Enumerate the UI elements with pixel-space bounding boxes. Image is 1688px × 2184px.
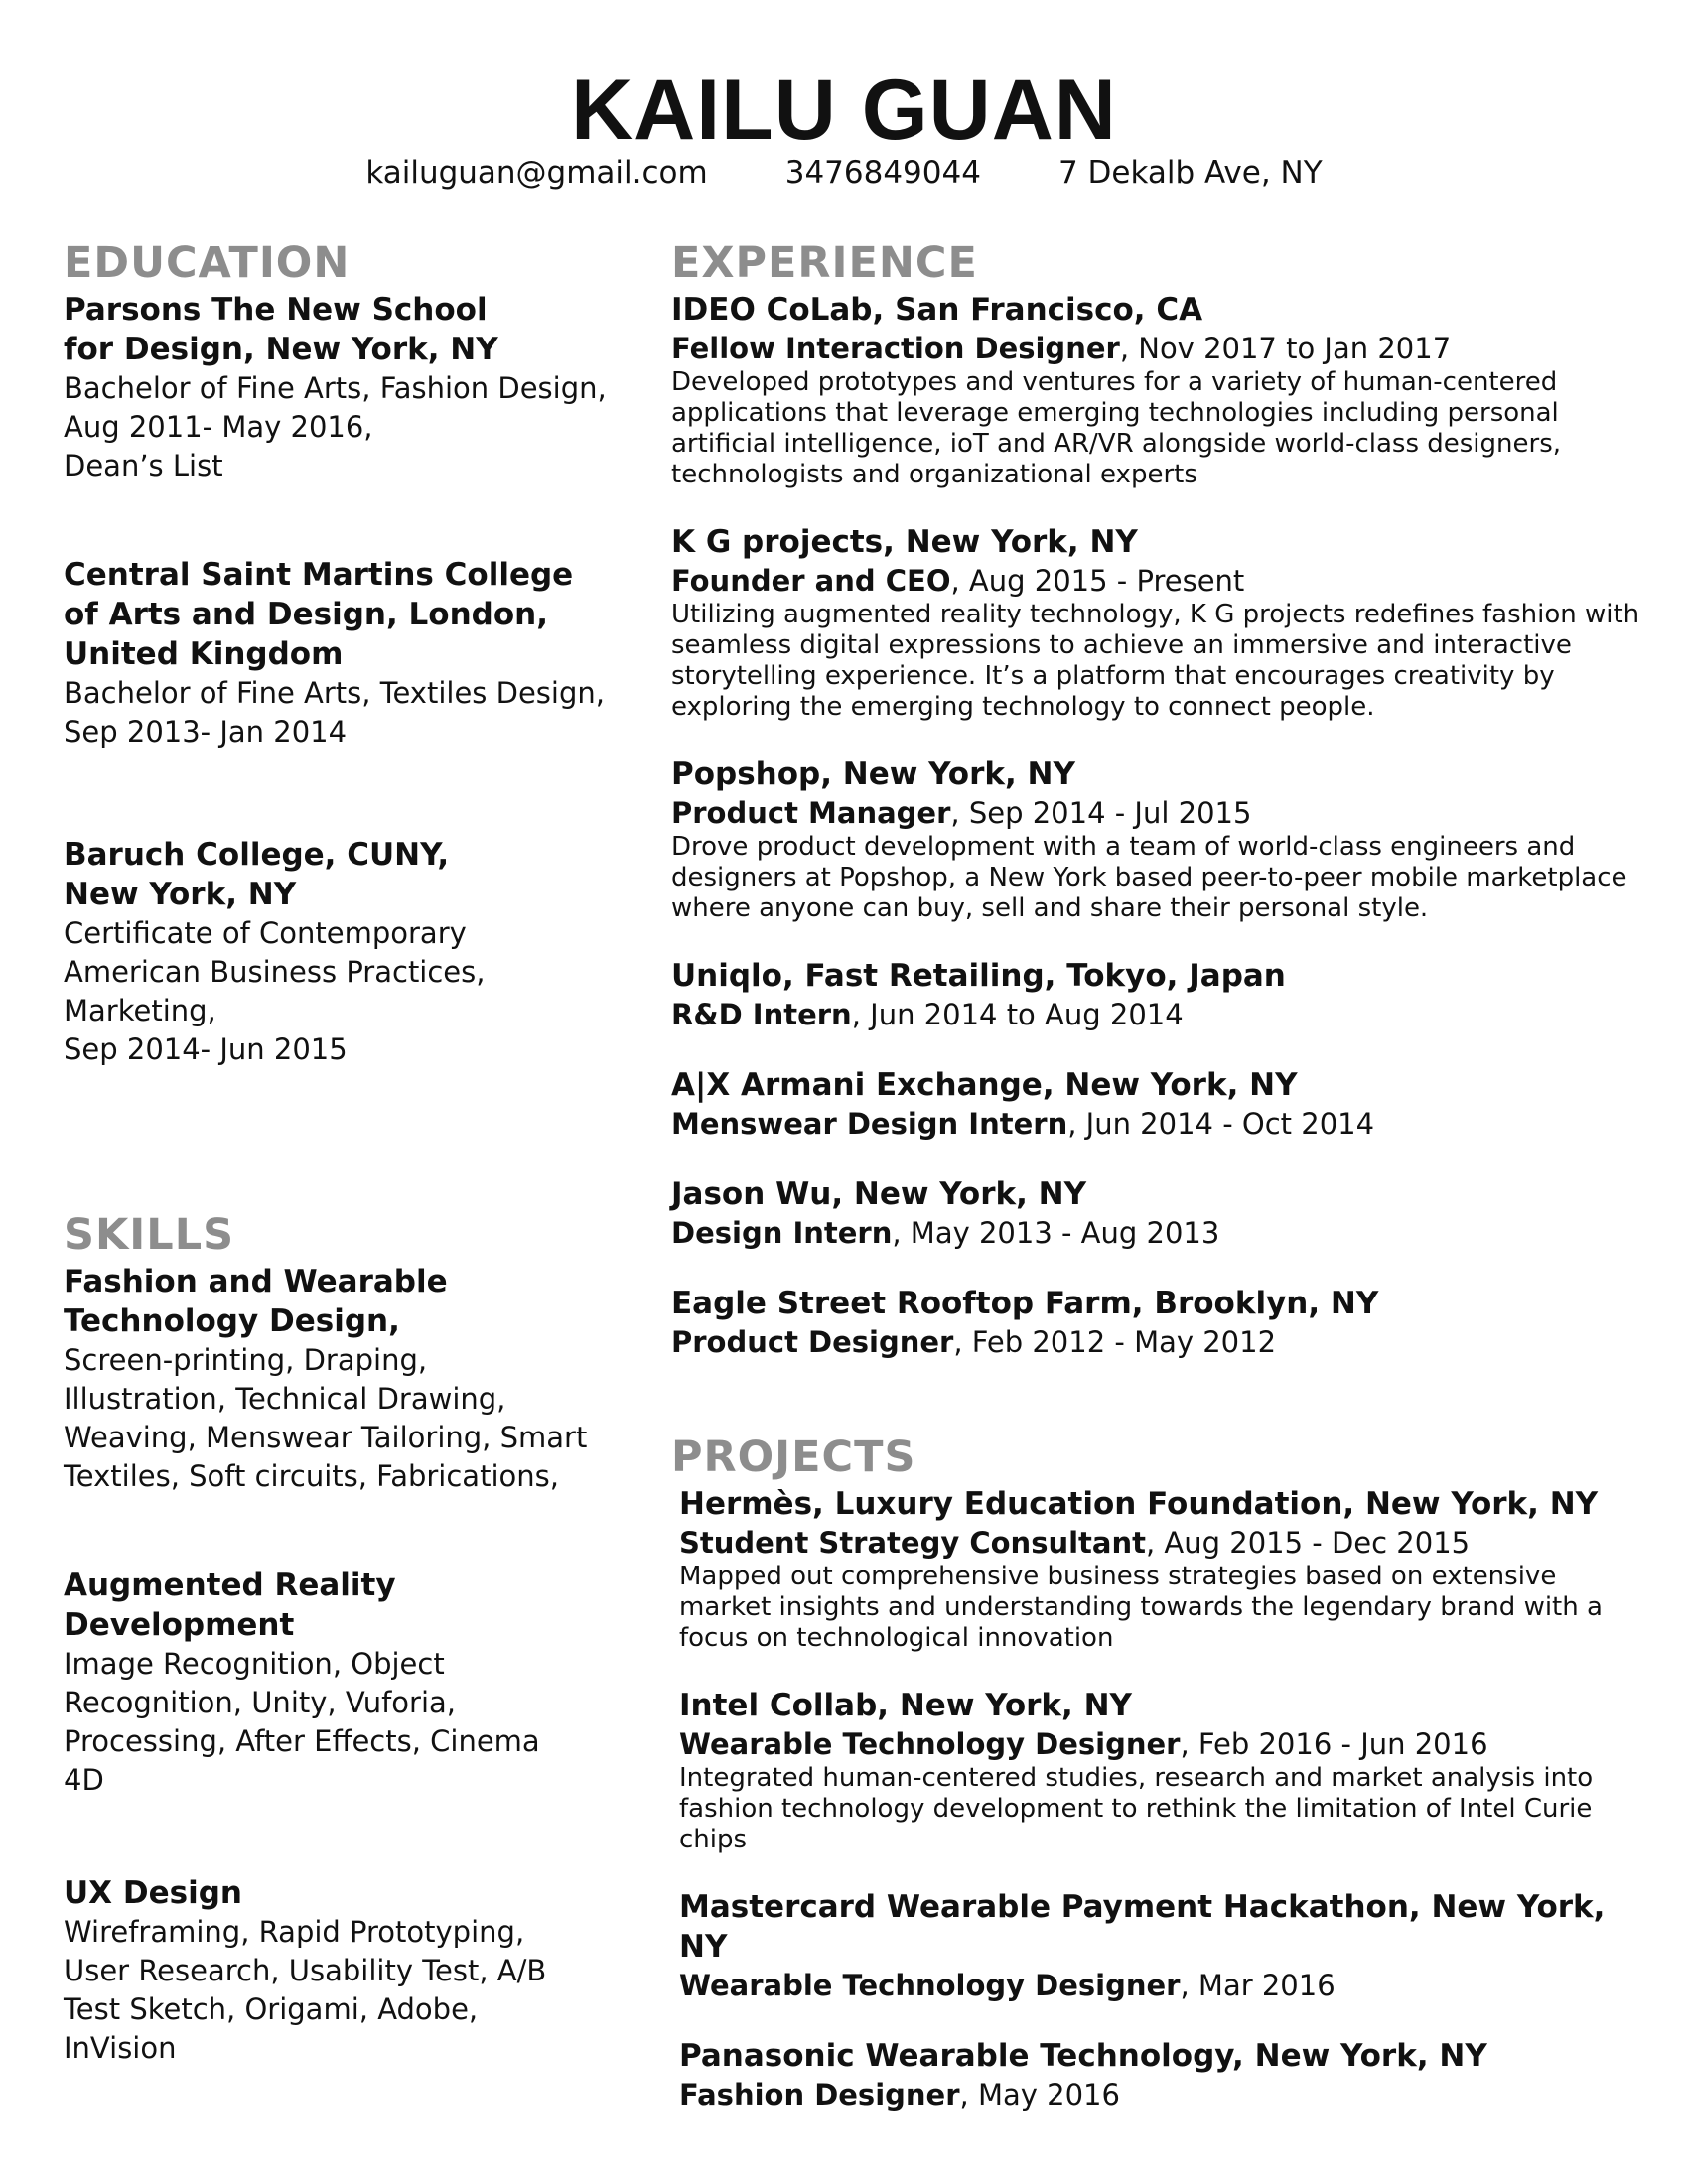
experience-role: Design Intern	[671, 1216, 893, 1250]
experience-org: Jason Wu, New York, NY	[671, 1176, 1087, 1212]
education-org: Baruch College, CUNY, New York, NY	[64, 837, 450, 912]
experience-org: Popshop, New York, NY	[671, 756, 1075, 792]
project-role: Student Strategy Consultant	[679, 1526, 1146, 1560]
left-column	[64, 238, 620, 2129]
experience-description: Drove product development with a team of world-class engineers and designers at Popshop, a New York based peer-to-peer mobile marketplace where anyone can buy, sell and share their personal style.	[671, 832, 1627, 923]
project-dates: , May 2016	[959, 2078, 1120, 2112]
experience-role-line	[671, 1323, 1644, 1361]
experience-role-line	[671, 1214, 1644, 1252]
experience-dates: , May 2013 - Aug 2013	[892, 1216, 1220, 1250]
experience-entry	[671, 1065, 1644, 1143]
skills-heading: SKILLS	[64, 1210, 235, 1260]
experience-org: IDEO CoLab, San Francisco, CA	[671, 292, 1203, 328]
experience-entry	[671, 1174, 1644, 1252]
project-entry	[679, 1484, 1644, 1654]
candidate-name: KAILU GUAN	[571, 63, 1117, 158]
experience-role: Founder and CEO	[671, 564, 951, 598]
projects-section	[671, 1433, 1644, 2114]
experience-description: Developed prototypes and ventures for a variety of human-centered applications that leverage emerging technologies including personal artificial intelligence, ioT and AR/VR alongside world-class designers, technologists and organizational experts	[671, 367, 1562, 489]
education-section	[64, 238, 620, 1069]
project-dates: , Mar 2016	[1180, 1969, 1336, 2002]
project-role: Wearable Technology Designer	[679, 1969, 1181, 2002]
experience-role: Product Manager	[671, 796, 951, 830]
education-org: Central Saint Martins College of Arts and Design, London, United Kingdom	[64, 557, 574, 672]
experience-org: Uniqlo, Fast Retailing, Tokyo, Japan	[671, 958, 1286, 994]
experience-dates: , Jun 2014 - Oct 2014	[1067, 1107, 1375, 1141]
experience-dates: , Sep 2014 - Jul 2015	[950, 796, 1252, 830]
skill-group-text: Screen-printing, Draping, Illustration, Technical Drawing, Weaving, Menswear Tailoring, Smart Textiles, Soft circuits, Fabrications,	[64, 1343, 588, 1493]
experience-entry	[671, 754, 1644, 924]
email-text: kailuguan@gmail.com	[365, 155, 708, 191]
project-dates: , Aug 2015 - Dec 2015	[1145, 1526, 1471, 1560]
experience-org: Eagle Street Rooftop Farm, Brooklyn, NY	[671, 1286, 1379, 1321]
project-description: Mapped out comprehensive business strategies based on extensive market insights and understanding towards the legendary brand with a focus on technological innovation	[679, 1562, 1603, 1653]
experience-role-line	[671, 996, 1644, 1033]
education-detail: Sep 2013- Jan 2014	[64, 715, 348, 749]
education-detail: Aug 2011- May 2016,	[64, 410, 373, 444]
skill-group-text: Image Recognition, Object Recognition, Unity, Vuforia, Processing, After Effects, Cinema 4D	[64, 1647, 540, 1797]
phone-text: 3476849044	[784, 155, 981, 191]
project-entry	[679, 1686, 1644, 1855]
skill-group-name: Fashion and Wearable Technology Design,	[64, 1264, 448, 1339]
project-org: Mastercard Wearable Payment Hackathon, New York, NY	[679, 1889, 1606, 1965]
experience-role-line	[671, 330, 1644, 367]
skill-group-name: UX Design	[64, 1875, 242, 1911]
experience-role-line	[671, 1105, 1644, 1143]
experience-org: A|X Armani Exchange, New York, NY	[671, 1067, 1298, 1103]
education-detail: Bachelor of Fine Arts, Textiles Design,	[64, 676, 605, 710]
experience-entry	[671, 1284, 1644, 1361]
experience-dates: , Jun 2014 to Aug 2014	[851, 998, 1184, 1031]
skill-group	[64, 1262, 620, 1496]
experience-role: Product Designer	[671, 1325, 954, 1359]
project-org: Intel Collab, New York, NY	[679, 1688, 1133, 1723]
education-detail: Dean’s List	[64, 449, 223, 482]
skill-group-name: Augmented Reality Development	[64, 1568, 396, 1643]
experience-dates: , Aug 2015 - Present	[950, 564, 1245, 598]
experience-role-line	[671, 794, 1644, 832]
skill-group	[64, 1873, 620, 2068]
experience-role: R&D Intern	[671, 998, 852, 1031]
experience-description: Utilizing augmented reality technology, K G projects redefines fashion with seamless digital expressions to achieve an immersive and interactive storytelling experience. It’s a platform that encourages creativity by exploring the emerging technology to connect people.	[671, 600, 1640, 722]
project-org: Hermès, Luxury Education Foundation, New York, NY	[679, 1486, 1599, 1522]
project-description: Integrated human-centered studies, research and market analysis into fashion technology development to rethink the limitation of Intel Curie chips	[679, 1763, 1594, 1854]
education-entry	[64, 835, 620, 1069]
experience-role: Menswear Design Intern	[671, 1107, 1068, 1141]
experience-role-line	[671, 562, 1644, 600]
experience-entry	[671, 290, 1644, 490]
contact-line	[0, 155, 1688, 191]
address-text: 7 Dekalb Ave, NY	[1057, 155, 1323, 191]
project-role-line	[679, 1967, 1644, 2004]
resume-header	[0, 63, 1688, 191]
education-detail: Certificate of Contemporary American Business Practices, Marketing,	[64, 916, 486, 1027]
education-detail: Bachelor of Fine Arts, Fashion Design,	[64, 371, 607, 405]
right-column	[671, 238, 1644, 2145]
experience-entry	[671, 522, 1644, 723]
education-entry	[64, 555, 620, 751]
project-role-line	[679, 2076, 1644, 2114]
project-entry	[679, 1887, 1644, 2004]
education-heading: EDUCATION	[64, 238, 351, 288]
project-role-line	[679, 1725, 1644, 1763]
skill-group	[64, 1566, 620, 1800]
project-dates: , Feb 2016 - Jun 2016	[1180, 1727, 1488, 1761]
skills-section	[64, 1210, 620, 2068]
project-entry	[679, 2036, 1644, 2114]
experience-heading: EXPERIENCE	[671, 238, 978, 288]
education-entry	[64, 290, 620, 485]
experience-entry	[671, 956, 1644, 1033]
projects-heading: PROJECTS	[671, 1433, 916, 1482]
experience-section	[671, 238, 1644, 1361]
education-detail: Sep 2014- Jun 2015	[64, 1032, 348, 1066]
experience-org: K G projects, New York, NY	[671, 524, 1138, 560]
project-org: Panasonic Wearable Technology, New York, NY	[679, 2038, 1487, 2074]
experience-dates: , Nov 2017 to Jan 2017	[1119, 332, 1452, 365]
education-org: Parsons The New School for Design, New York, NY	[64, 292, 498, 367]
experience-role: Fellow Interaction Designer	[671, 332, 1120, 365]
project-role: Wearable Technology Designer	[679, 1727, 1181, 1761]
skill-group-text: Wireframing, Rapid Prototyping, User Research, Usability Test, A/B Test Sketch, Origami, Adobe, InVision	[64, 1915, 547, 2065]
experience-dates: , Feb 2012 - May 2012	[953, 1325, 1277, 1359]
project-role: Fashion Designer	[679, 2078, 960, 2112]
project-role-line	[679, 1524, 1644, 1562]
